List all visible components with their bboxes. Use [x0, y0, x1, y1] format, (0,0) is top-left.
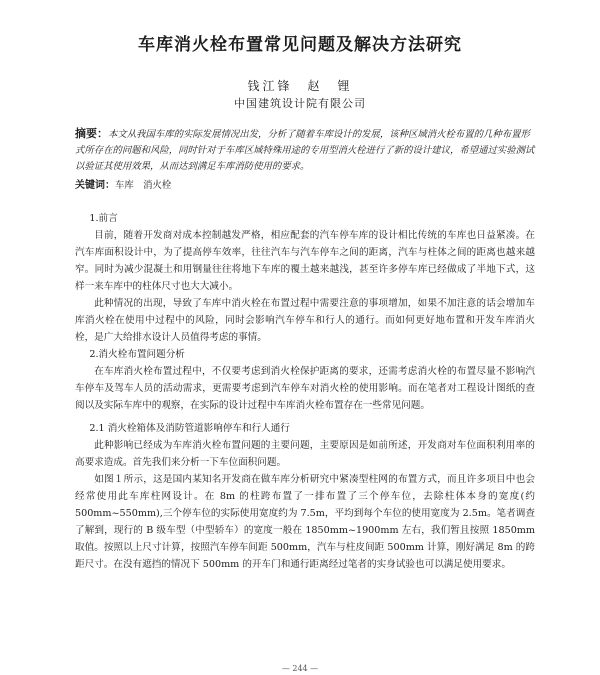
- abstract-label: 摘要：: [75, 127, 108, 140]
- paragraph: 此种影响已经成为车库消火栓布置问题的主要问题，主要原因是如前所述，开发商对车位面积利用率的高要求造成。首先我们来分析一下车位面积问题。: [75, 440, 535, 468]
- section-heading-analysis: 2.消火栓布置问题分析: [89, 349, 185, 360]
- paper-title: 车库消火栓布置常见问题及解决方法研究: [138, 35, 462, 55]
- subsection-heading: 2.1 消火栓箱体及消防管道影响停车和行人通行: [89, 423, 290, 434]
- body-text: [75, 210, 535, 573]
- author-names: 钱江锋 赵 锂: [247, 79, 353, 93]
- paragraph: 如图１所示，这是国内某知名开发商在做车库分析研究中紧凑型柱网的布置方式，而且许多项目中也会经常使用此车库柱网设计。在 8m 的柱跨布置了一排布置了三个停车位，去除柱体本身的宽度(约 500mm~550mm),三个停车位的实际使用宽度约为 7.5m，平均到每个车位的使用宽度为 2.5m。笔者调查了解到，现行的 B 级车型（中型轿车）的宽度一般在 1850mm~1900mm 左右，我们暂且按照 1850mm 取值。按照以上尺寸计算，按照汽车停车间距 500mm，汽车与柱皮间距 500mm 计算，刚好满足 8m 的跨距尺寸。在没有遮挡的情况下 500mm 的开车门和通行距离经过笔者的实身试验也可以满足使用要求。: [75, 474, 535, 570]
- paragraph: 此种情况的出现，导致了车库中消火栓在布置过程中需要注意的事项增加，如果不加注意的话会增加车库消火栓在使用中过程中的风险，同时会影响汽车停车和行人的通行。而如何更好地布置和开发车库消火栓，是广大给排水设计人员值得考虑的事情。: [75, 298, 535, 343]
- keywords-label: 关键词：: [75, 180, 115, 191]
- paragraph: 目前，随着开发商对成本控制越发严格，相应配套的汽车停车库的设计相比传统的车库也日益紧凑。在汽车库面积设计中，为了提高停车效率，往往汽车与汽车停车之间的距离，汽车与柱体之间的距离也越来越窄。同时为减少混凝土和用钢量往往将地下车库的覆土越来越浅，甚至许多停车库已经做成了半地下式，这样一来车库中的柱体尺寸也大大减小。: [75, 230, 535, 292]
- section-heading-introduction: 1.前言: [89, 213, 118, 224]
- page-number: — 244 —: [281, 664, 319, 673]
- keywords: [75, 179, 535, 193]
- paragraph: 在车库消火栓布置过程中，不仅要考虑到消火栓保护距离的要求，还需考虑消火栓的布置尽量不影响汽车停车及驾车人员的活动需求，更需要考虑到汽车停车对消火栓的使用影响。而在笔者对工程设计图纸的查阅以及实际车库中的观察，在实际的设计过程中车库消火栓布置存在一些常见问题。: [75, 366, 535, 411]
- keywords-text: 车库 消火栓: [115, 180, 172, 191]
- abstract-text: 本文从我国车库的实际发展情况出发，分析了随着车库设计的发展，该种区域消火栓布置的几种布置形式所存在的问题和风险，同时针对于车库区域特殊用途的专用型消火栓进行了新的设计建议，希望通过实验测试以验证其使用效果，从而达到满足车库消防使用的要求。: [75, 129, 535, 172]
- abstract: [75, 126, 535, 175]
- author-affiliation: 中国建筑设计院有限公司: [234, 97, 366, 110]
